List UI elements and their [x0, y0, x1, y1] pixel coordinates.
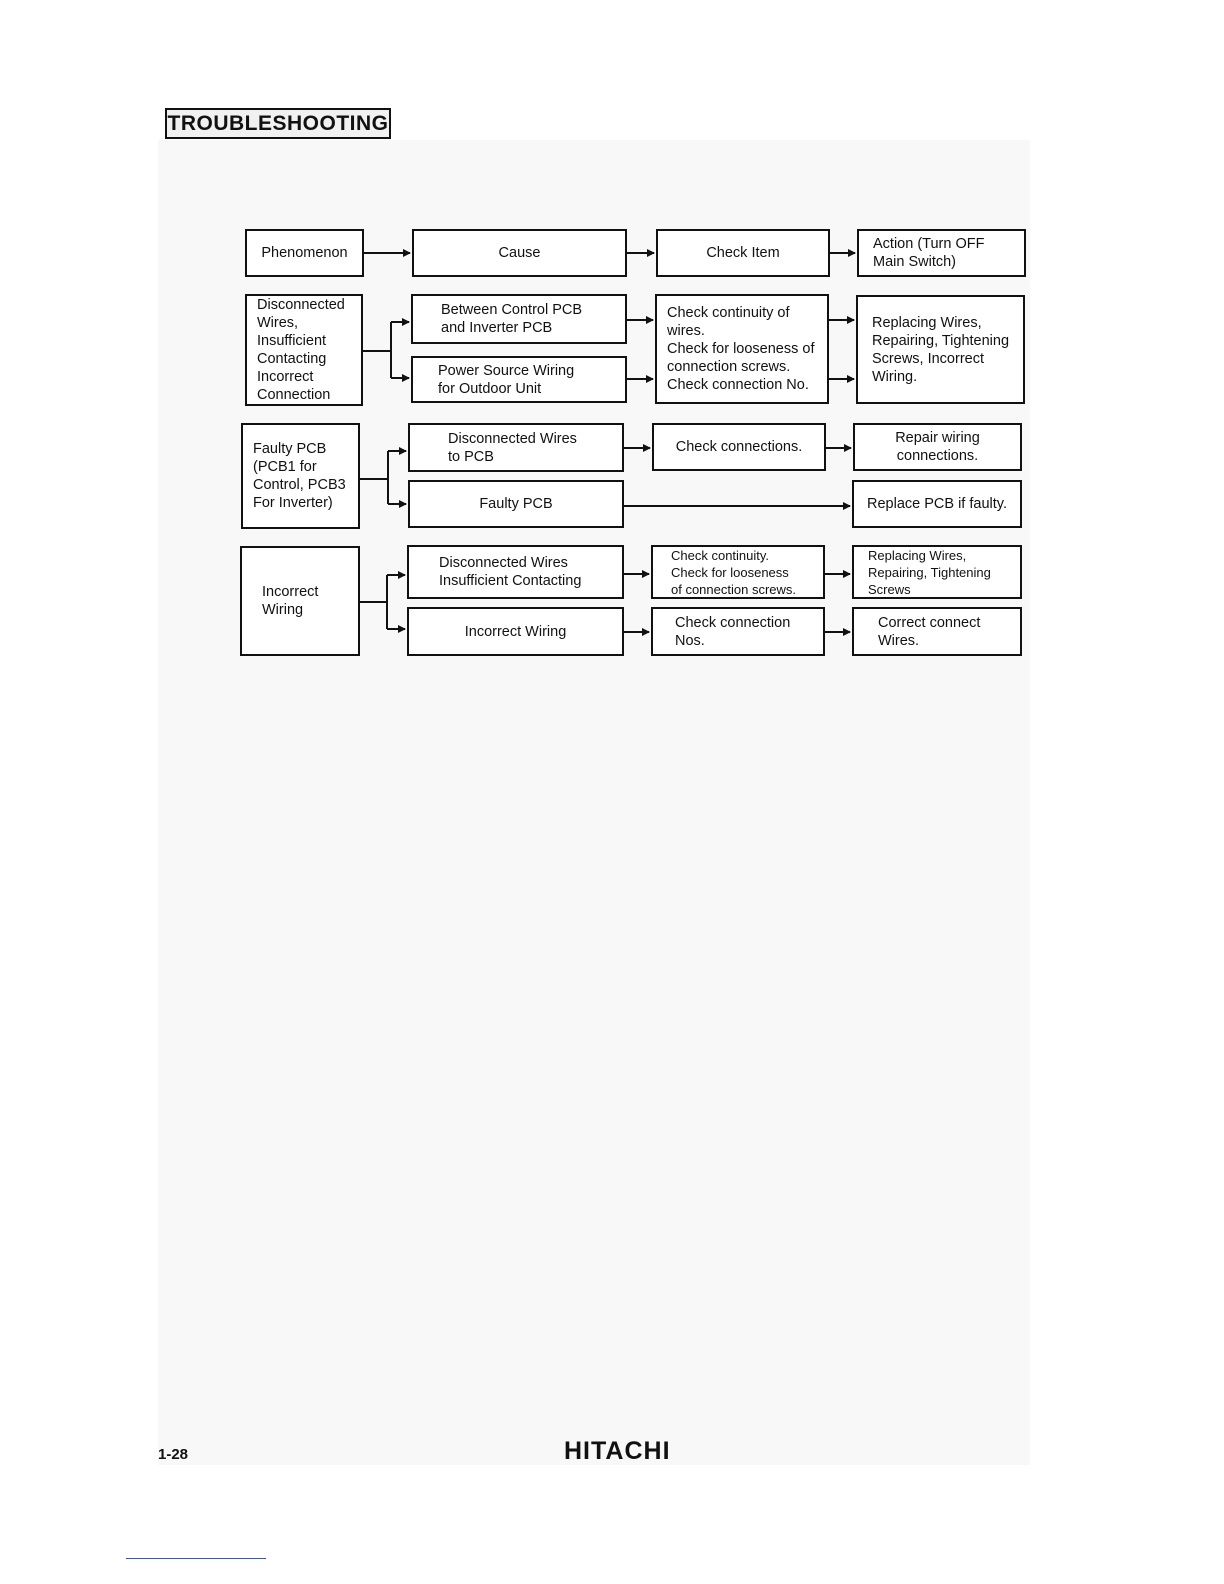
group2-cause-a: Disconnected Wires to PCB [408, 423, 624, 472]
group1-cause-a: Between Control PCB and Inverter PCB [411, 294, 627, 344]
group3-check-b: Check connection Nos. [651, 607, 825, 656]
group2-phenomenon: Faulty PCB (PCB1 for Control, PCB3 For Inverter) [241, 423, 360, 529]
group3-action-a: Replacing Wires, Repairing, Tightening Screws [852, 545, 1022, 599]
group2-action-b: Replace PCB if faulty. [852, 480, 1022, 528]
group3-check-a: Check continuity. Check for looseness of connection screws. [651, 545, 825, 599]
header-action: Action (Turn OFF Main Switch) [857, 229, 1026, 277]
group1-phenomenon: Disconnected Wires, Insufficient Contacting Incorrect Connection [245, 294, 363, 406]
group1-check: Check continuity of wires. Check for looseness of connection screws. Check connection No. [655, 294, 829, 404]
group1-action: Replacing Wires, Repairing, Tightening Screws, Incorrect Wiring. [856, 295, 1025, 404]
header-check-item: Check Item [656, 229, 830, 277]
page-number: 1-28 [158, 1446, 189, 1463]
header-cause: Cause [412, 229, 627, 277]
group3-cause-b: Incorrect Wiring [407, 607, 624, 656]
group2-cause-b: Faulty PCB [408, 480, 624, 528]
group3-action-b: Correct connect Wires. [852, 607, 1022, 656]
footer-divider [126, 1558, 266, 1559]
group1-cause-b: Power Source Wiring for Outdoor Unit [411, 356, 627, 403]
group3-phenomenon: Incorrect Wiring [240, 546, 360, 656]
header-phenomenon: Phenomenon [245, 229, 364, 277]
group2-action-a: Repair wiring connections. [853, 423, 1022, 471]
group3-cause-a: Disconnected Wires Insufficient Contacting [407, 545, 624, 599]
brand-logo: HITACHI [564, 1437, 671, 1465]
group2-check-a: Check connections. [652, 423, 826, 471]
page-title: TROUBLESHOOTING [165, 108, 391, 139]
